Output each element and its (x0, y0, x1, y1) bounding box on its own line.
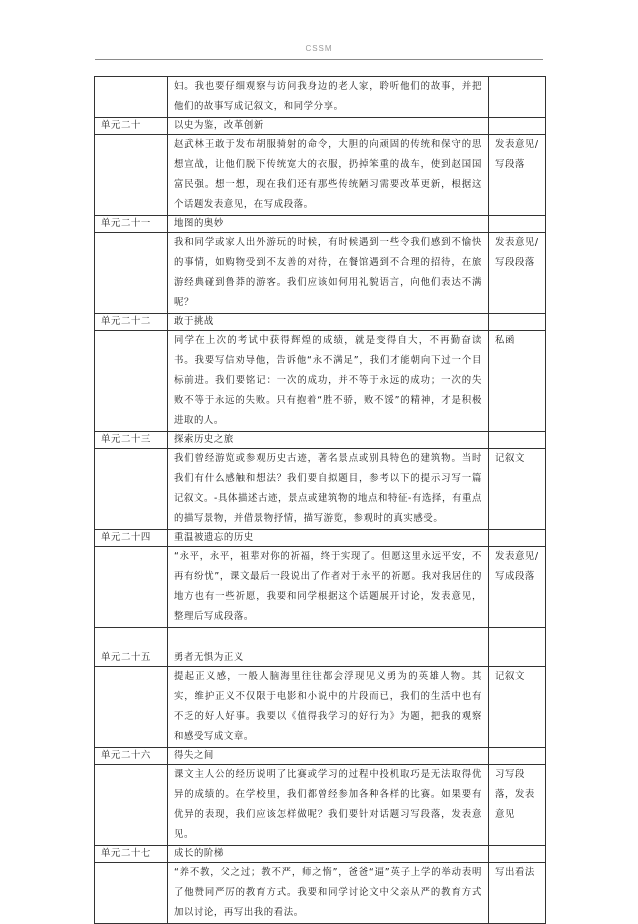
table-row-unit-22-desc (95, 331, 546, 432)
unit-task: 记叙文 (489, 449, 546, 530)
empty-cell (95, 331, 168, 432)
unit-task: 习写段落，发表意见 (489, 765, 546, 846)
page-header: CSSM (305, 44, 333, 53)
unit-topic: 得失之间 (168, 748, 489, 765)
unit-description: 赵武林王敢于发布胡服骑射的命令，大胆的向顽固的传统和保守的思想宣战，让他们脱下传统宽大的衣服，扔掉笨重的战车，使到赵国国富民强。想一想，现在我们还有那些传统陋习需要改革更新，根据这个话题发表意见，在写成段落。 (168, 135, 489, 216)
empty-cell (489, 846, 546, 863)
table-row-unit-24 (95, 530, 546, 547)
empty-cell (95, 233, 168, 314)
unit-task: 写出看法 (489, 863, 546, 924)
unit-topic: 重温被遗忘的历史 (168, 530, 489, 547)
empty-cell (489, 748, 546, 765)
unit-description: 我和同学或家人出外游玩的时候，有时候遇到一些令我们感到不愉快的事情，如购物受到不友善的对待，在餐馆遇到不合理的招待，在旅游经典碰到鲁莽的游客。我们应该如何用礼貌语言，向他们表达不满呢？ (168, 233, 489, 314)
unit-topic: 敢于挑战 (168, 314, 489, 331)
unit-label: 单元二十 (95, 118, 168, 135)
table-row-unit-22 (95, 314, 546, 331)
unit-topic: 勇者无惧为正义 (168, 628, 489, 667)
unit-description: “永平，永平，祖辈对你的祈福，终于实现了。但愿这里永远平安，不再有纷忧”，课文最后一段说出了作者对于永平的祈愿。我对我居住的地方也有一些祈愿，我要和同学根据这个话题展开讨论，发表意见，整理后写成段落。 (168, 547, 489, 628)
unit-topic: 成长的阶梯 (168, 846, 489, 863)
empty-cell (95, 765, 168, 846)
unit-description: 同学在上次的考试中获得辉煌的成绩，就是变得自大，不再勤奋读书。我要写信劝导他，告诉他“永不满足”，我们才能朝向下过一个目标前进。我们要铭记：一次的成功，并不等于永远的成功；一次的失败不等于永远的失败。只有抱着“胜不骄，败不馁”的精神，才是积极进取的人。 (168, 331, 489, 432)
table-row-unit-21 (95, 216, 546, 233)
desc-cell: 妇。我也要仔细观察与访问我身边的老人家，聆听他们的故事，并把他们的故事写成记叙文，和同学分享。 (168, 77, 489, 118)
unit-task: 发表意见/写段段落 (489, 233, 546, 314)
unit-task: 发表意见/写段落 (489, 135, 546, 216)
empty-cell (95, 135, 168, 216)
table-row-unit-24-desc (95, 547, 546, 628)
unit-cell (95, 77, 168, 118)
unit-task: 发表意见/写成段落 (489, 547, 546, 628)
unit-task: 记叙文 (489, 667, 546, 748)
unit-description: 课文主人公的经历说明了比赛或学习的过程中投机取巧是无法取得优异的成绩的。在学校里，我们都曾经参加各种各样的比赛。如果要有优异的表现，我们应该怎样做呢？我们要针对话题习写段落，发表意见。 (168, 765, 489, 846)
empty-cell (95, 863, 168, 924)
empty-cell (489, 216, 546, 233)
table-row-unit-20 (95, 118, 546, 135)
unit-label: 单元二十五 (95, 628, 168, 667)
unit-task: 私函 (489, 331, 546, 432)
table-row-continuation (95, 77, 546, 118)
table-row-unit-20-desc (95, 135, 546, 216)
empty-cell (489, 314, 546, 331)
unit-topic: 探索历史之旅 (168, 432, 489, 449)
unit-label: 单元二十四 (95, 530, 168, 547)
header-rule (95, 59, 543, 60)
table-row-unit-23-desc (95, 449, 546, 530)
unit-description: “养不教，父之过；教不严，师之惰”，爸爸“逼”英子上学的举动表明了他赞同严厉的教育方式。我要和同学讨论文中父亲从严的教育方式加以讨论，再写出我的看法。 (168, 863, 489, 924)
empty-cell (489, 628, 546, 667)
unit-label: 单元二十七 (95, 846, 168, 863)
table-row-unit-27-desc (95, 863, 546, 924)
empty-cell (95, 667, 168, 748)
table-row-unit-25-desc (95, 667, 546, 748)
table-row-unit-23 (95, 432, 546, 449)
empty-cell (95, 449, 168, 530)
unit-description: 我们曾经游览或参观历史古迹，著名景点或别具特色的建筑物。当时我们有什么感触和想法？我们要自拟题目，参考以下的提示习写一篇记叙文。-具体描述古迹，景点或建筑物的地点和特征-有选择，有重点的描写景物，并借景物抒情，描写游览，参观时的真实感受。 (168, 449, 489, 530)
empty-cell (489, 118, 546, 135)
empty-cell (489, 432, 546, 449)
unit-label: 单元二十六 (95, 748, 168, 765)
task-cell (489, 77, 546, 118)
unit-label: 单元二十二 (95, 314, 168, 331)
unit-label: 单元二十一 (95, 216, 168, 233)
table-row-unit-26 (95, 748, 546, 765)
table-row-unit-21-desc (95, 233, 546, 314)
unit-description: 提起正义感，一般人脑海里往往都会浮现见义勇为的英雄人物。其实，维护正义不仅限于电影和小说中的片段而已，我们的生活中也有不乏的好人好事。我要以《值得我学习的好行为》为题，把我的观察和感受写成文章。 (168, 667, 489, 748)
units-table (94, 76, 546, 924)
empty-cell (95, 547, 168, 628)
table-row-unit-25 (95, 628, 546, 667)
unit-topic: 以史为鉴，改革创新 (168, 118, 489, 135)
table-row-unit-27 (95, 846, 546, 863)
empty-cell (489, 530, 546, 547)
unit-topic: 地图的奥妙 (168, 216, 489, 233)
unit-label: 单元二十三 (95, 432, 168, 449)
table-row-unit-26-desc (95, 765, 546, 846)
